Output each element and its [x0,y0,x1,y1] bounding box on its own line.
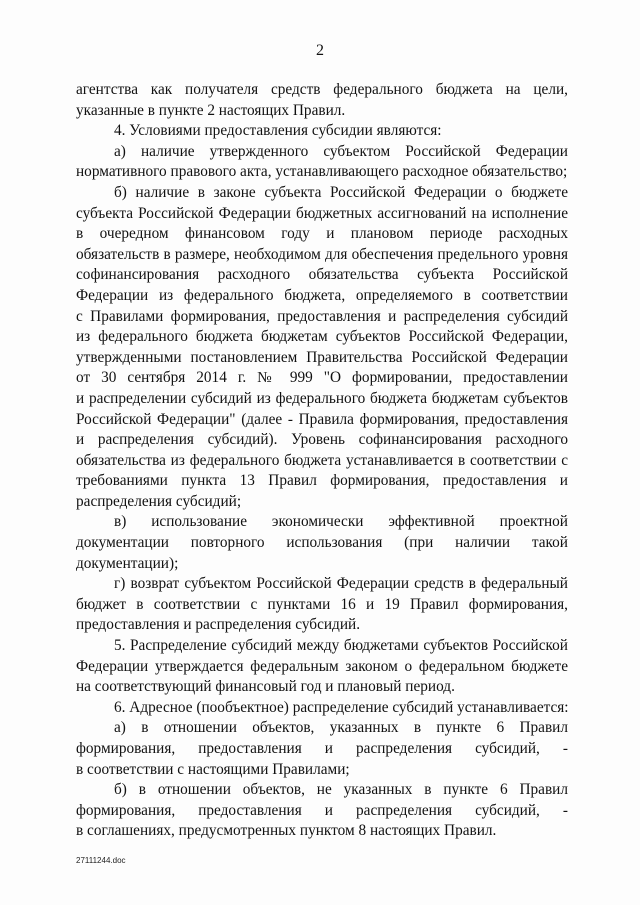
text-line: Российской Федерации" (далее - Правила формирования, предоставления [76,410,568,428]
text-line: и распределении субсидий из федерального бюджета бюджетам субъектов [76,389,568,407]
text-line: 6. Адресное (пообъектное) распределение субсидий устанавливается: [114,698,569,716]
text-line: в) использование экономически эффективной проектной [114,513,568,531]
text-line: б) в отношении объектов, не указанных в пункте 6 Правил [114,781,568,799]
text-line: с Правилами формирования, предоставления и распределения субсидий [76,307,568,325]
text-line: от 30 сентября 2014 г. № 999 "О формировании, предоставлении [76,369,568,387]
text-line: и распределения субсидий). Уровень софинансирования расходного [76,431,568,449]
text-line: б) наличие в законе субъекта Российской Федерации о бюджете [114,183,568,201]
text-line: софинансирования расходного обязательства субъекта Российской [76,266,568,284]
text-line: субъекта Российской Федерации бюджетных ассигнований на исполнение [76,204,568,222]
page-number: 2 [316,42,324,59]
text-line: формирования, предоставления и распределения субсидий, - [76,740,568,757]
text-line: г) возврат субъектом Российской Федерации средств в федеральный [114,575,568,593]
text-line: Федерации утверждается федеральным законом о федеральном бюджете [76,657,568,675]
text-line: требованиями пункта 13 Правил формирования, предоставления и [76,472,568,490]
text-line: на соответствующий финансовый год и плановый период. [76,678,455,696]
text-line: предоставления и распределения субсидий. [76,616,361,634]
text-line: в соглашениях, предусмотренных пунктом 8 настоящих Правил. [76,822,497,840]
text-line: распределения субсидий; [76,492,242,510]
text-line: документации повторного использования (при наличии такой [76,534,568,552]
text-line: обязательств в размере, необходимом для обеспечения предельного уровня [76,245,568,263]
text-line: формирования, предоставления и распределения субсидий, - [76,801,568,819]
text-line: обязательства из федерального бюджета устанавливается в соответствии с [76,451,568,469]
text-line: в соответствии с настоящими Правилами; [76,760,350,778]
text-line: утвержденными постановлением Правительства Российской Федерации [76,348,568,366]
text-line: из федерального бюджета бюджетам субъектов Российской Федерации, [76,328,568,346]
text-line: агентства как получателя средств федерального бюджета на цели, [76,81,568,98]
text-line: нормативного правового акта, устанавливающего расходное обязательство; [76,163,568,181]
text-line: 5. Распределение субсидий между бюджетами субъектов Российской [114,637,568,655]
text-line: 4. Условиями предоставления субсидии являются: [114,122,442,140]
text-line: в очередном финансовом году и плановом периоде расходных [76,225,568,243]
text-line: документации); [76,554,179,572]
text-line: а) наличие утвержденного субъектом Российской Федерации [114,142,568,160]
text-line: Федерации из федерального бюджета, определяемого в соответствии [76,286,568,304]
text-line: указанные в пункте 2 настоящих Правил. [76,101,346,119]
footer-filename: 27111244.doc [76,856,126,865]
document-body [76,80,568,842]
text-line: бюджет в соответствии с пунктами 16 и 19 Правил формирования, [76,595,568,613]
text-line: а) в отношении объектов, указанных в пункте 6 Правил [114,719,568,737]
